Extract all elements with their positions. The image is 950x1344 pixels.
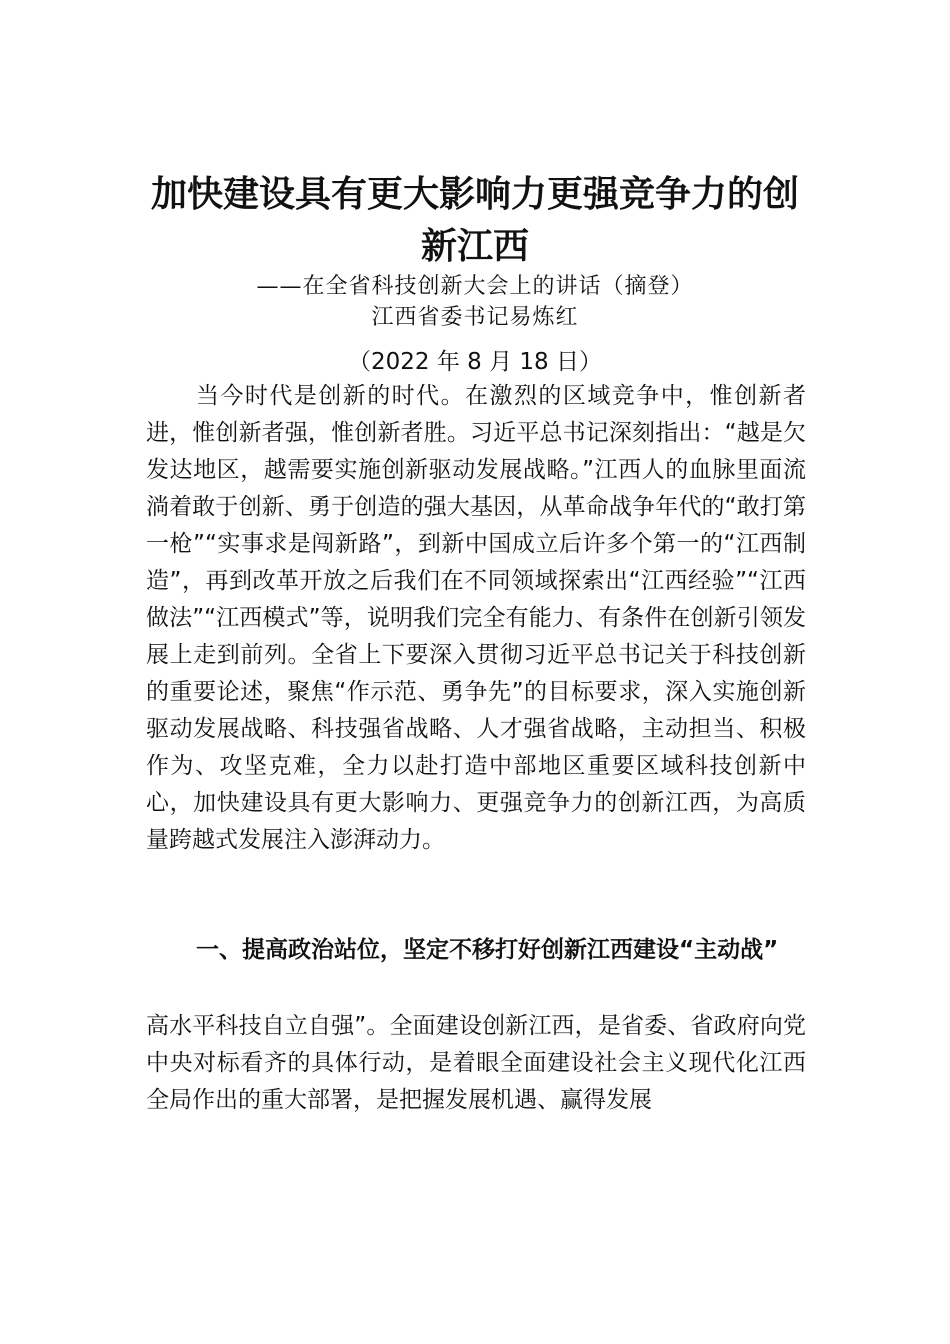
document-title-line-2: 新江西 [420, 225, 529, 267]
document-author: 江西省委书记易炼红 [371, 305, 579, 330]
section-heading-1: 一、提高政治站位，坚定不移打好创新江西建设“主动战” [196, 937, 779, 963]
document-date: （2022 年 8 月 18 日） [348, 349, 602, 375]
body-paragraph-section-1: 高水平科技自立自强”。全面建设创新江西，是省委、省政府向党中央对标看齐的具体行动，是着眼全面建设社会主义现代化江西全局作出的重大部署，是把握发展机遇、赢得发展 [146, 1013, 806, 1113]
body-paragraph-intro: 当今时代是创新的时代。在激烈的区域竞争中，惟创新者进，惟创新者强，惟创新者胜。习近平总书记深刻指出：“越是欠发达地区，越需要实施创新驱动发展战略。”江西人的血脉里面流淌着敢于创新、勇于创造的强大基因，从革命战争年代的“敢打第一枪”“实事求是闯新路”，到新中国成立后许多个第一的“江西制造”，再到改革开放之后我们在不同领域探索出“江西经验”“江西做法”“江西模式”等，说明我们完全有能力、有条件在创新引领发展上走到前列。全省上下要深入贯彻习近平总书记关于科技创新的重要论述，聚焦“作示范、勇争先”的目标要求，深入实施创新驱动发展战略、科技强省战略、人才强省战略，主动担当、积极作为、攻坚克难，全力以赴打造中部地区重要区域科技创新中心，加快建设具有更大影响力、更强竞争力的创新江西，为高质量跨越式发展注入澎湃动力。 [146, 383, 806, 853]
document-title-line-1: 加快建设具有更大影响力更强竞争力的创 [150, 173, 799, 215]
document-subtitle: ——在全省科技创新大会上的讲话（摘登） [256, 274, 694, 299]
